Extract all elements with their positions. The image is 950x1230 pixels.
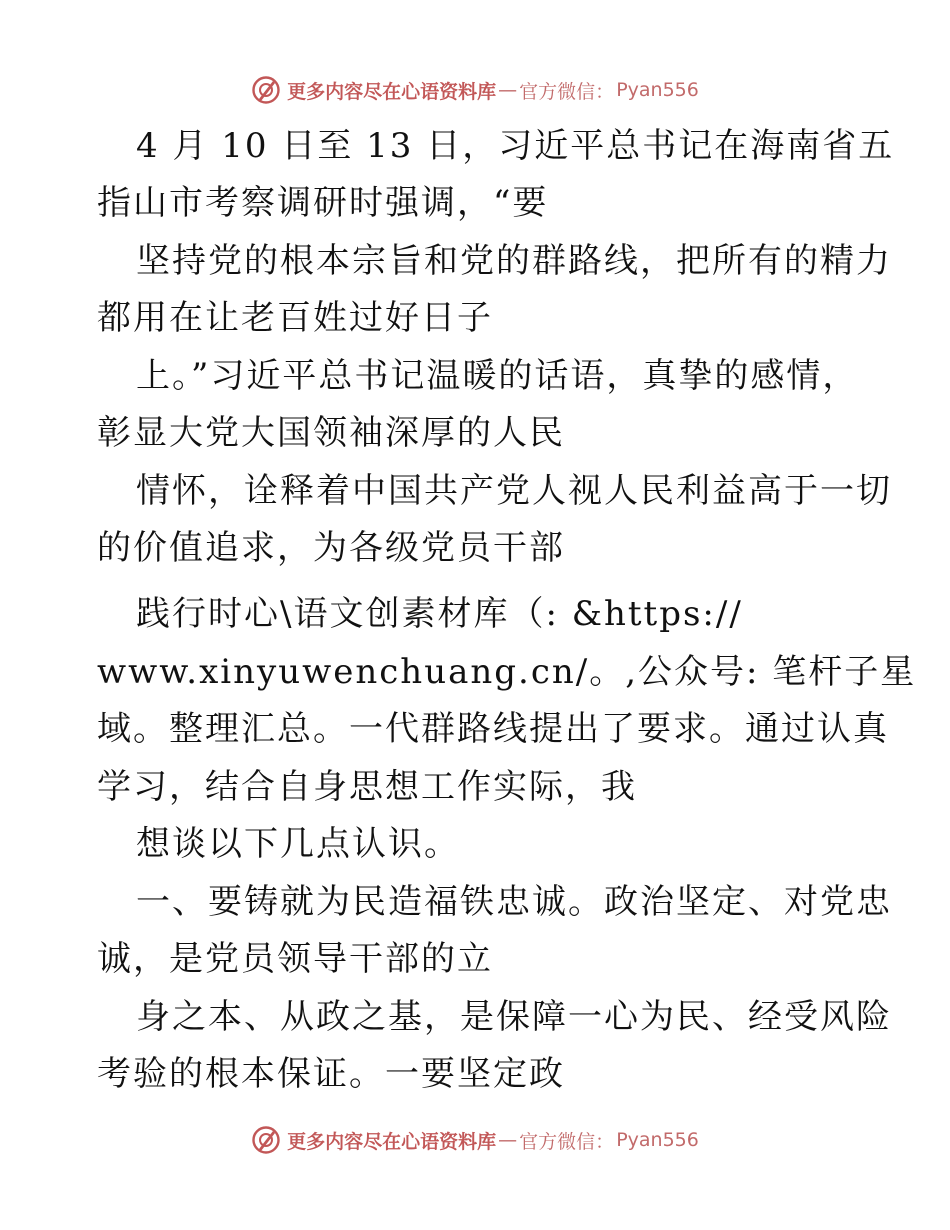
banner-brand-text: 更多内容尽在心语资料库 <box>287 1130 497 1153</box>
text-line: 想谈以下几点认识。 <box>136 824 460 864</box>
library-logo-icon <box>251 1125 281 1155</box>
text-line: 的价值追求，为各级党员干部 <box>97 528 565 568</box>
text-line: 上。”习近平总书记温暖的话语，真挚的感情， <box>136 356 859 396</box>
banner-brand-text: 更多内容尽在心语资料库 <box>287 80 497 103</box>
banner-dash: — <box>498 79 518 101</box>
text-line: 都用在让老百姓过好日子 <box>97 298 493 338</box>
text-line: 4 月 10 日至 13 日，习近平总书记在海南省五 <box>136 126 895 166</box>
banner-official-label: 官方微信： <box>519 1130 615 1153</box>
text-line: 情怀，诠释着中国共产党人视人民利益高于一切 <box>136 471 892 511</box>
banner-official-label: 官方微信： <box>519 80 615 103</box>
text-line: 践行时心\语文创素材库（: &https:// <box>136 594 743 634</box>
text-line: 彰显大党大国领袖深厚的人民 <box>97 413 565 453</box>
text-line: 指山市考察调研时强调，“要 <box>97 183 549 223</box>
footer-watermark-banner <box>0 1120 950 1160</box>
text-line: 考验的根本保证。一要坚定政 <box>97 1054 565 1094</box>
text-line: 学习，结合自身思想工作实际，我 <box>97 767 637 807</box>
banner-wechat-id: Pyan556 <box>616 79 699 101</box>
text-line: 诚，是党员领导干部的立 <box>97 939 493 979</box>
banner-dash: — <box>498 1129 518 1151</box>
text-line: 坚持党的根本宗旨和党的群路线，把所有的精力 <box>136 241 892 281</box>
text-line: 一、要铸就为民造福铁忠诚。政治坚定、对党忠 <box>136 882 892 922</box>
text-line: www.xinyuwenchuang.cn/。,公众号: 笔杆子星 <box>97 652 917 692</box>
text-line: 身之本、从政之基，是保障一心为民、经受风险 <box>136 997 892 1037</box>
banner-wechat-id: Pyan556 <box>616 1129 699 1151</box>
text-line: 域。整理汇总。一代群路线提出了要求。通过认真 <box>97 709 889 749</box>
